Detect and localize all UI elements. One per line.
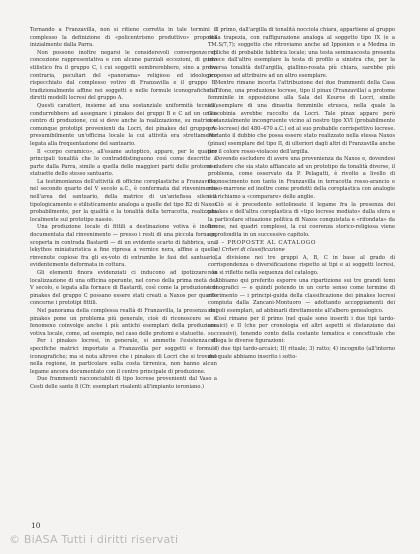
- paragraph: Due frammenti racconciabili di tipo locrese provenienti dal Vaso a Cesti delle sante 8 (Cfr. esemplari risalenti all'impianto ieroniano.): [30, 376, 217, 390]
- paragraph: I) due tipi tardo-arcaici; II) rituale; 3) ratto; 4) incognito (all'interno del quale abbiamo inserito i sotto-: [208, 345, 395, 360]
- paragraph: Tornando a Franzavilla, non si ritiene corretta in tale termini il complesso la definizione di «policentrismo produttivo» proposta inizialmente dalla Parra.: [30, 27, 217, 49]
- right-text-column: [208, 27, 395, 361]
- paragraph: Questi caratteri, insieme ad una sostanziale uniformità tecnica, condurrebbero ad assegnare i pinakes dei gruppi B e C ad un unico centro di produzione, cui si deve anche la realizzazione, su matrici o comunque prototipi provenienti da Locri, dei pinakes del gruppo A: presumibilmente un'officina locale la cui attività era strettamente legata alla frequentazione del santuario.: [30, 102, 217, 147]
- paragraph: Gli elementi finora evidenziati ci inducono ad ipotizzare la localizzazione di una officina operante, nel corso della prima metà del V secolo, e legata alla fornace di Bastardi, così come la produzione di pinakes del gruppo C possano essere stati creati a Naxos per quanto concerne i prototipi fittili.: [30, 270, 217, 307]
- paragraph: Non possono inoltre negarsi le considerevoli convergenze di concezione rappresentativa e con alcune parziali eccezioni, di gusto stilistico fra il gruppo C, i cui soggetti sembrerebbero, sino a prova contraria, peculiari del «panorama» religioso ed ideologico rispecchiato dal complesso votivo di Franzavilla e il gruppo B, tradizionalmente affine nei soggetti e nelle formule iconografiche ai diretti modelli locresi del gruppo A.: [30, 49, 217, 102]
- paragraph: Ciò si è precedente sottolineato il legame fra la presenza dei pinakes e dell'altra coroplastica di «tipo locrese mediato» dalla sfera e la particolare situazione politica di Naxos conquistata e «rifondata» da Ierone, nei quadri complessi, la cui coerenza storico-religiosa viene approfondita in un successivo capitolo.: [208, 201, 395, 239]
- paragraph: Abbiamo qui preferito esporre una ripartizione sui tre grandi temi iconografici — e quindi potendo in un certo senso come termine di riferimento — i principi-guida della classificazione dei pinakes locresi compiuta dalla Zancani-Montuoro — adottando accoppiamenti dei singoli esemplari, ad abbinarli direttamente all'albero genealogico.: [208, 277, 395, 314]
- paragraph: Il primo, dall'argilla di tonalità nocciola chiara, appartiene al gruppo della trapezia, con raffigurazione analoga al soggetto tipo IX (e a TM.S/7,7); soggetto che ritroviamo anche ad Ipponion e a Medma in repliche di probabile fabbrica locale; una testa seminascosta presenta invece dall'altro esemplare la testa di profilo a sinistra che, per la diversa tonalità dell'argilla, giallino-rosata più chiara, sarebbe più propenso ad attribuire ad un altro esemplare.: [208, 27, 395, 79]
- watermark: © BiASA Tutti i diritti riservati: [9, 533, 179, 546]
- paragraph: Nel panorama della complessa realtà di Franzavilla, la presenza dei pinakes pone un problema più generale, cioè di riconoscere se il fenomeno coinvolge anche i più antichi esemplari della produzione votiva locale, come, ad esempio, nel caso delle protomi e statuette.: [30, 307, 217, 337]
- paragraph: La divisione nei tre gruppi A, B, C in base al grado di corrispondenza o diversificazione rispetto ai tipi e ai soggetti locresi, non si riflette nella sequenza del catalogo.: [208, 254, 395, 276]
- paragraph: Per i pinakes locresi, in generale, si ammette l'esistenza di specifiche matrici importate a Franzavilla per soggetti e formule iconografiche; ma si nota altrove che i pinakes di Locri che si trovano nella regione, in particolare sulla costa tirrenica, non hanno alcun legame ancora documentato con il centro principale di produzione.: [30, 338, 217, 375]
- paragraph: Una produzione locale di fittili a destinazione votiva è inoltre documentata dal rinvenimento — presso i resti di una piccola fornace, scoperta in contrada Bastardi — di un evidente scarto di fabbrica, una lekythos miniaturistica a fine ripresa a vernice nera, affine a quelle rinvenute copiose fra gli ex-voto di entrambe le fasi del santuario, evidentemente deformata in cottura.: [30, 224, 217, 269]
- section-subheading: a) Criteri di classificazione: [215, 247, 285, 254]
- paragraph: Così rimane per il primo (nel quale sono inseriti i due tipi tardo-arcaici) e II (che per cronologia ed altri aspetti si distanziano dai successivi), tenendo conto della costante tematica e concettuale che collega le diverse figurazioni:: [208, 315, 395, 345]
- paragraph: La testimonianza dell'attività di officine coroplastiche a Franzavilla, nel secondo quarto del V secolo a.C., è confermata dal rinvenimento nell'area del santuario, della matrice di un'antefissa silenica tipologicamente e stilisticamente analoga a quelle del tipo B2 di Naxos probabilmente, per la qualità e la tonalità della terracotta, realizzata localmente sul prototipo nassio.: [30, 178, 217, 223]
- paragraph: Dovendo escludere di avere una provenienza da Naxos e, dovendosi escludere che sia stato affiancato ad un prototipo da tonalità diverse, il problema, come osservato da P. Pelagatti, è rivolto a livello di riconoscimento non tanto in Franzavilla in terracotta rosso-arancio e rosso-marrone ed inoltre come prodotti della coroplastica con analogie e il richiamo a «comparare» delle anglie.: [208, 156, 395, 201]
- page-number: 10: [31, 521, 41, 530]
- section-heading: 3 – PROPOSTE AL CATALOGO: [215, 239, 317, 246]
- left-text-column: [30, 27, 217, 392]
- paragraph: Il «corpo ceramico», all'esame autoptico, appare, per le quattro principali tonalità che lo contraddistinguono così come descritte a parte dalla Parra, simile a quella delle maggiori parti delle protomi e statuette dello stesso santuario.: [30, 148, 217, 178]
- paragraph: Mentre rimane incerta l'attribuzione dei due frammenti della Casa di Tifone, una produzione locrese, tipo il pinax (Franzavilla) a protome femminile in opposizione alla Sala del Kouros di Locri, simile all'esemplare di una dinastia femminile etrusca, nella quale la Giacobinia avrebbe raccolto da Locri. Tale pinax appare però sostanzialmente incongruente vicino al nostro tipo XVI (probabilmente pre-locrese) del 480–470 a.C.) ed al suo probabile corrispettivo locrese. Pertanto il dubbio che possa essere stato realizzato nella stessa Naxos (pinax) esemplare del tipo II, di ulteriori dagli altri di Franzavilla anche per il colore rosso-violaceo dell'argilla.: [208, 80, 395, 155]
